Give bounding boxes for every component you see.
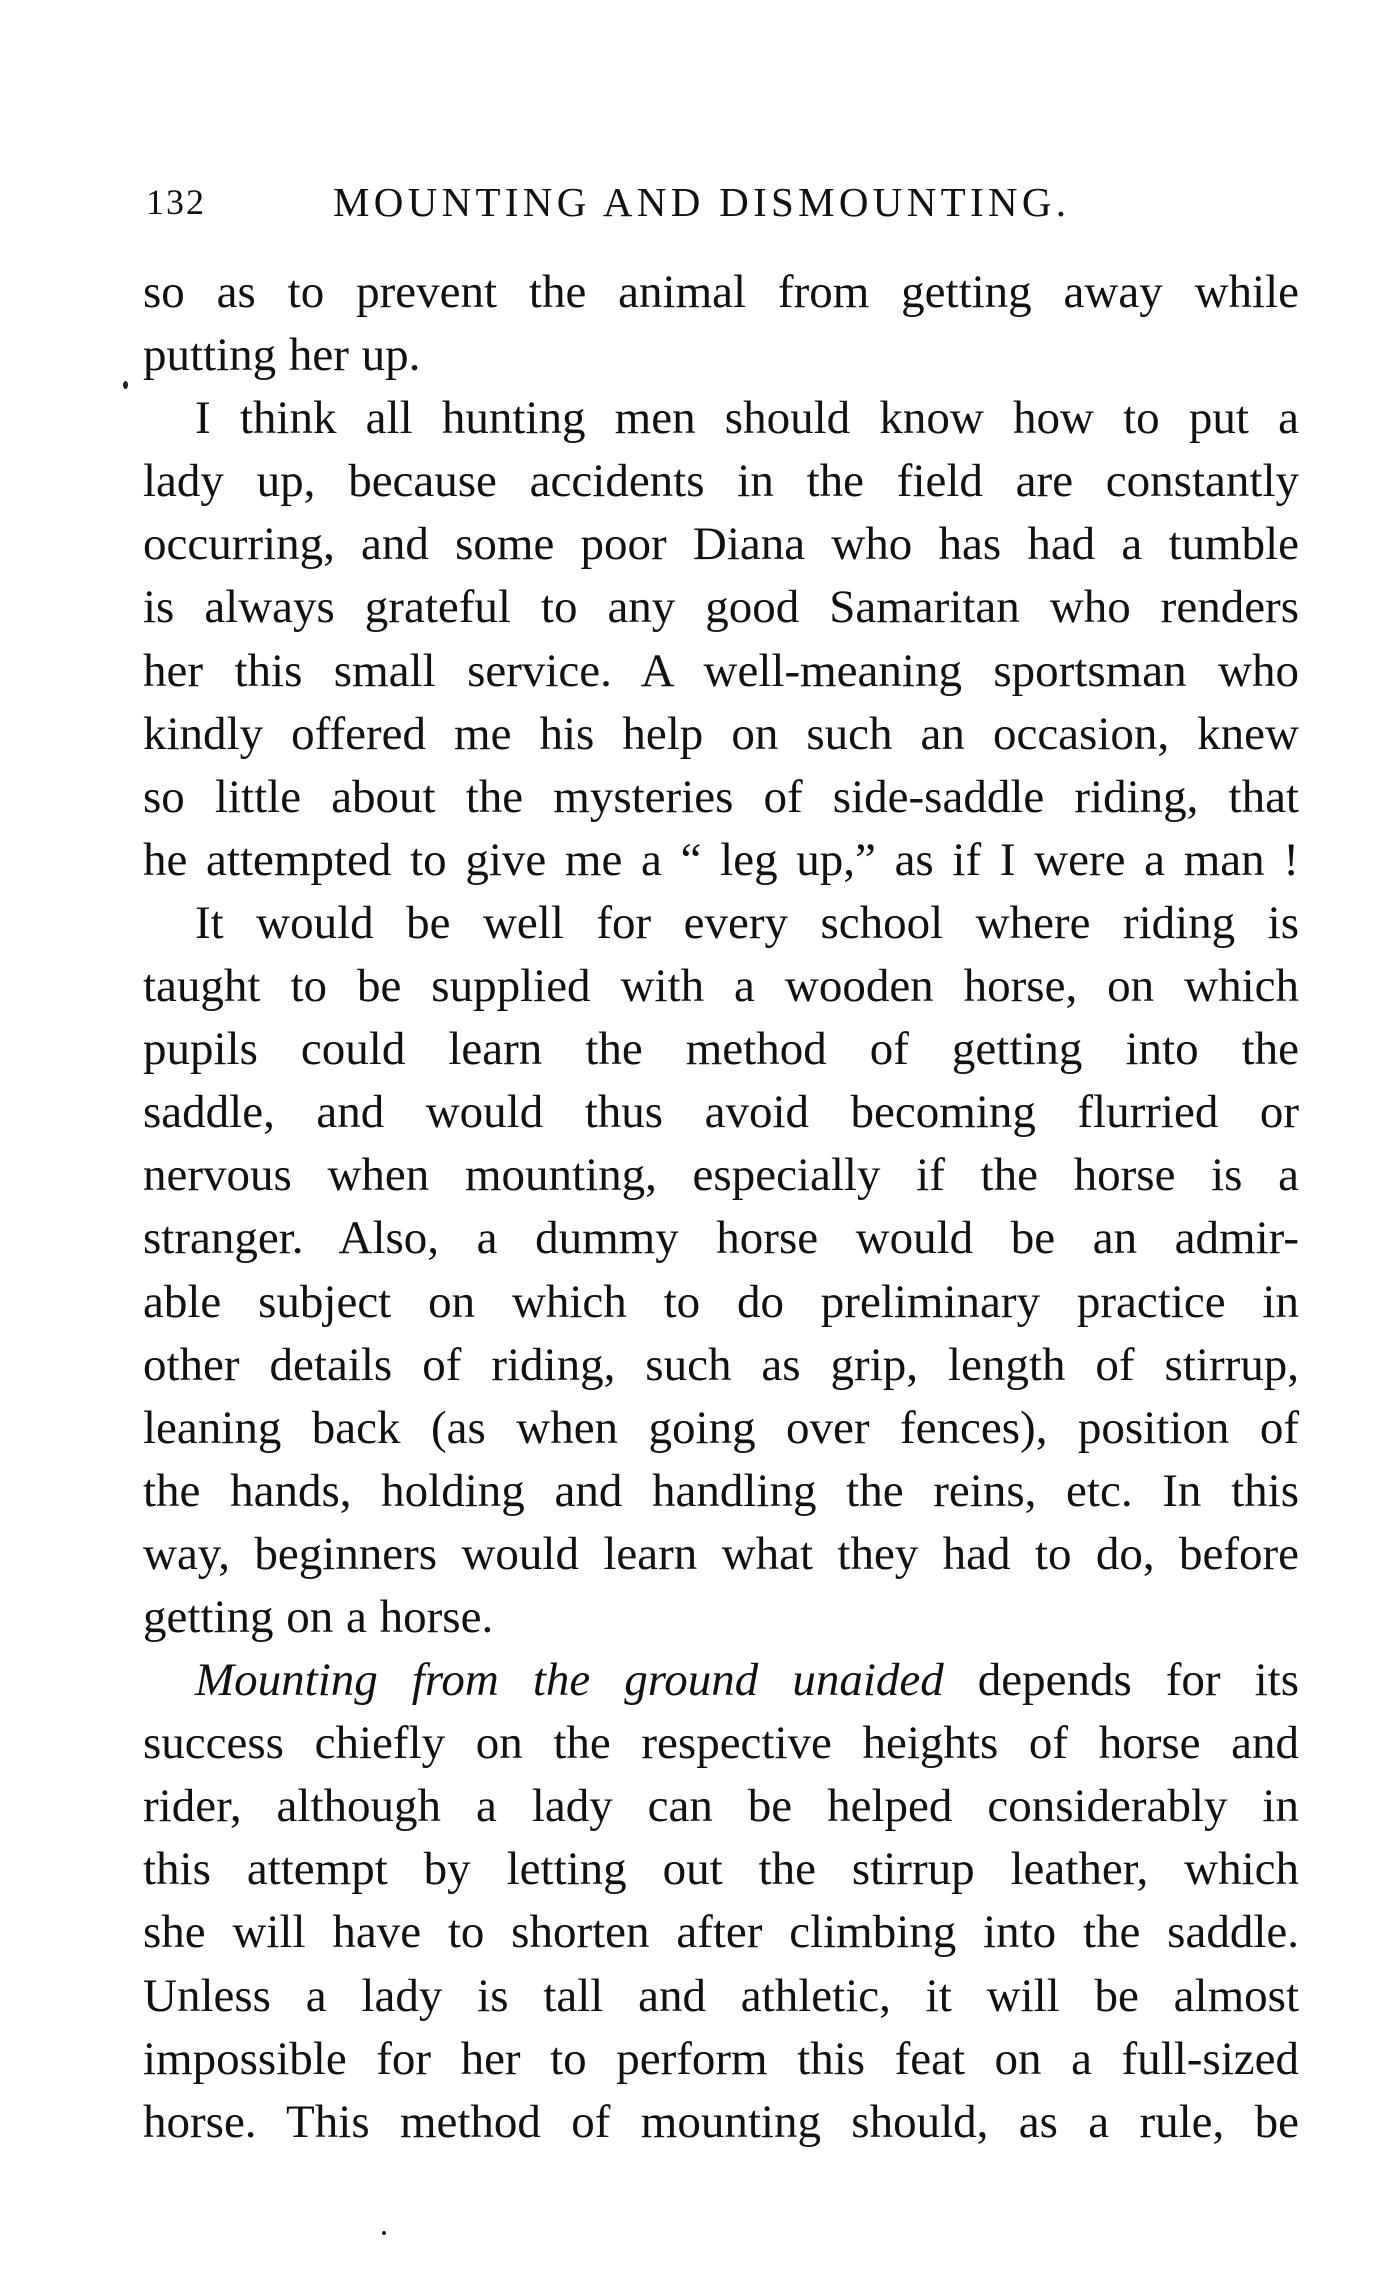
text-line: the hands, holding and handling the reins, etc. In this xyxy=(143,1464,1299,1517)
running-head xyxy=(146,176,1306,228)
text-line: impossible for her to perform this feat on a full-sized xyxy=(143,2032,1299,2085)
text-line: he attempted to give me a “ leg up,” as if I were a man ! xyxy=(143,833,1299,886)
page-number: 132 xyxy=(146,182,206,222)
text-line: nervous when mounting, especially if the horse is a xyxy=(143,1149,1299,1202)
print-speck xyxy=(382,2231,386,2235)
text-line: leaning back (as when going over fences), position of xyxy=(143,1401,1299,1454)
text-line: putting her up. xyxy=(143,329,421,382)
text-line: she will have to shorten after climbing into the saddle. xyxy=(143,1906,1299,1959)
text-line: this attempt by letting out the stirrup leather, which xyxy=(143,1843,1299,1896)
chapter-title: MOUNTING AND DISMOUNTING. xyxy=(333,179,1071,225)
print-speck xyxy=(123,381,128,389)
text-line: is always grateful to any good Samaritan who renders xyxy=(143,581,1299,634)
text-line: success chiefly on the respective heights of horse and xyxy=(143,1717,1299,1770)
text-line: way, beginners would learn what they had to do, before xyxy=(143,1527,1299,1580)
text-line: able subject on which to do preliminary practice in xyxy=(143,1275,1299,1328)
text-line: I think all hunting men should know how to put a xyxy=(195,392,1299,445)
text-line: other details of riding, such as grip, length of stirrup, xyxy=(143,1338,1299,1391)
text-fragment: depends for its xyxy=(943,1654,1299,1707)
text-line: Unless a lady is tall and athletic, it will be almost xyxy=(143,1969,1299,2022)
text-line: so little about the mysteries of side-saddle riding, that xyxy=(143,770,1299,823)
text-line: occurring, and some poor Diana who has had a tumble xyxy=(143,518,1299,571)
text-line: kindly offered me his help on such an occasion, knew xyxy=(143,707,1299,760)
italic-lead-phrase: Mounting from the ground unaided xyxy=(195,1654,944,1707)
text-line: horse. This method of mounting should, as a rule, be xyxy=(143,2095,1299,2148)
text-line: getting on a horse. xyxy=(143,1590,494,1643)
text-line: saddle, and would thus avoid becoming flurried or xyxy=(143,1086,1299,1139)
text-line: rider, although a lady can be helped considerably in xyxy=(143,1780,1299,1833)
text-line: so as to prevent the animal from getting away while xyxy=(143,266,1299,318)
text-line: stranger. Also, a dummy horse would be an admir- xyxy=(143,1212,1299,1265)
body-text xyxy=(143,261,1299,2154)
text-line: taught to be supplied with a wooden horse, on which xyxy=(143,960,1299,1013)
text-line xyxy=(143,1649,1299,1712)
text-line: her this small service. A well-meaning sportsman who xyxy=(143,644,1299,697)
text-line: lady up, because accidents in the field are constantly xyxy=(143,455,1299,508)
text-line: It would be well for every school where riding is xyxy=(195,896,1299,949)
text-line: pupils could learn the method of getting into the xyxy=(143,1023,1299,1076)
